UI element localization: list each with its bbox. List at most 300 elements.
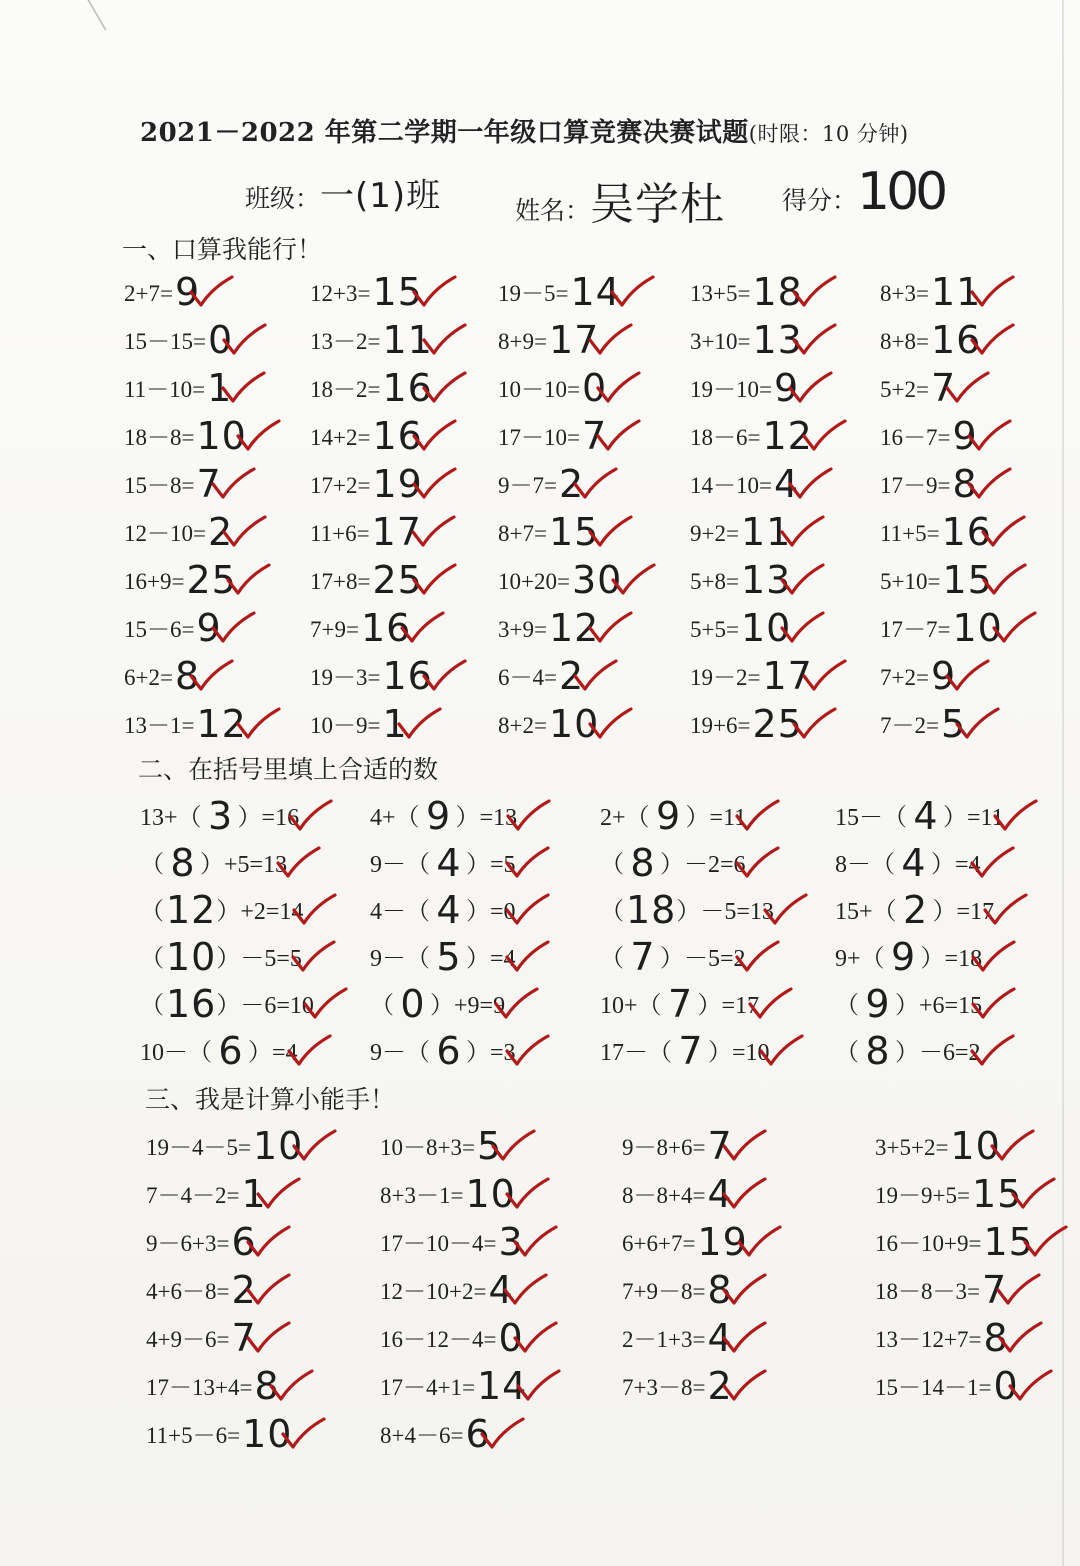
question-item — [880, 656, 956, 696]
question-text: 13+5= — [690, 281, 751, 306]
question-text: 14+2= — [310, 425, 371, 450]
question-item — [880, 608, 1003, 648]
question-text: 8+9= — [498, 329, 547, 354]
handwritten-answer: 7 — [930, 366, 957, 410]
handwritten-answer: 0 — [993, 1364, 1019, 1408]
handwritten-answer: 9 — [425, 794, 452, 838]
question-text: 3+10= — [690, 329, 751, 354]
question-item — [622, 1174, 733, 1214]
handwritten-answer: 9 — [196, 606, 222, 650]
question-item — [600, 796, 746, 836]
question-text: 8+2= — [498, 713, 547, 738]
question-suffix: ）－5=2 — [660, 946, 746, 972]
question-suffix: ）－5=13 — [676, 899, 774, 925]
question-item — [835, 796, 1004, 836]
question-text: 2+7= — [124, 281, 173, 306]
handwritten-answer: 13 — [740, 558, 792, 602]
question-suffix: ）+2=14 — [216, 899, 304, 925]
handwritten-answer: 3 — [498, 1220, 524, 1264]
question-text: 6－4= — [498, 665, 557, 690]
question-item — [498, 512, 599, 552]
score-label: 得分： — [782, 186, 858, 215]
handwritten-answer: 17 — [762, 654, 813, 698]
question-text: 15－6= — [124, 617, 195, 642]
question-text: 16－10+9= — [875, 1231, 982, 1256]
question-item — [875, 1366, 1019, 1406]
handwritten-answer: 5 — [436, 935, 462, 979]
question-item — [622, 1270, 733, 1310]
time-limit: (时限：10 分钟) — [748, 122, 909, 146]
question-text: 8+4－6= — [380, 1423, 464, 1448]
question-prefix: （ — [140, 993, 164, 1019]
class-value: 一(1)班 — [320, 176, 442, 216]
question-text: 19－5= — [498, 281, 569, 306]
question-text: 17+8= — [310, 569, 371, 594]
question-item — [600, 843, 746, 883]
question-item — [690, 560, 791, 600]
question-suffix: ）=16 — [237, 805, 300, 831]
question-item — [140, 890, 303, 930]
question-suffix: ）=11 — [943, 805, 1004, 831]
question-item — [124, 416, 247, 456]
question-item — [380, 1318, 524, 1358]
handwritten-answer: 8 — [170, 841, 196, 885]
question-item — [835, 937, 982, 977]
handwritten-answer: 9 — [773, 366, 800, 410]
question-item — [498, 464, 584, 504]
question-item — [690, 272, 803, 312]
handwritten-answer: 7 — [667, 982, 694, 1026]
handwritten-answer: 9 — [890, 935, 917, 979]
question-text: 19－4－5= — [146, 1135, 251, 1160]
question-item — [600, 984, 759, 1024]
question-text: 4+9－6= — [146, 1327, 230, 1352]
name-label: 姓名： — [515, 196, 591, 225]
handwritten-answer: 5 — [940, 702, 967, 746]
question-text: 11+5= — [880, 521, 940, 546]
question-text: 9－8+6= — [622, 1135, 706, 1160]
question-item — [498, 608, 599, 648]
question-item — [146, 1414, 292, 1454]
question-text: 8+3－1= — [380, 1183, 464, 1208]
handwritten-answer: 9 — [952, 414, 978, 458]
handwritten-answer: 12 — [762, 414, 813, 458]
scan-edge — [1062, 0, 1064, 1566]
question-item — [880, 464, 978, 504]
handwritten-answer: 7 — [707, 1124, 733, 1168]
handwritten-answer: 12 — [166, 888, 217, 932]
handwritten-answer: 4 — [707, 1316, 733, 1360]
question-suffix: ）=4 — [931, 852, 981, 878]
handwritten-answer: 1 — [382, 702, 408, 746]
handwritten-answer: 2 — [558, 462, 585, 506]
question-prefix: 15+（ — [835, 899, 897, 925]
question-text: 18－8= — [124, 425, 195, 450]
handwritten-answer: 9 — [865, 982, 891, 1026]
question-item — [498, 368, 607, 408]
handwritten-answer: 7 — [678, 1029, 704, 1073]
handwritten-answer: 10 — [950, 1124, 1001, 1168]
handwritten-answer: 16 — [941, 510, 992, 554]
question-item — [146, 1270, 257, 1310]
question-item — [690, 608, 791, 648]
question-text: 8+7= — [498, 521, 547, 546]
handwritten-answer: 10 — [465, 1172, 516, 1216]
question-text: 3+5+2= — [875, 1135, 949, 1160]
question-item — [880, 704, 966, 744]
question-item — [310, 512, 422, 552]
question-item — [310, 560, 423, 600]
question-item — [835, 843, 981, 883]
question-item — [835, 1031, 981, 1071]
handwritten-answer: 4 — [436, 841, 462, 885]
question-item — [880, 560, 993, 600]
question-item — [310, 608, 411, 648]
question-suffix: ）=4 — [466, 946, 516, 972]
title-text: 2021－2022 年第二学期一年级口算竞赛决赛试题 — [140, 118, 749, 148]
question-prefix: （ — [140, 852, 164, 878]
question-suffix: ）+6=15 — [895, 993, 983, 1019]
question-item — [140, 984, 314, 1024]
handwritten-answer: 3 — [207, 794, 234, 838]
question-text: 16+9= — [124, 569, 185, 594]
question-text: 9－7= — [498, 473, 557, 498]
question-item — [600, 1031, 770, 1071]
question-item — [140, 1031, 298, 1071]
handwritten-answer: 15 — [983, 1220, 1034, 1264]
question-prefix: （ — [835, 1040, 859, 1066]
question-item — [370, 890, 516, 930]
section2-title: 二、在括号里填上合适的数 — [138, 755, 439, 784]
question-text: 5+8= — [690, 569, 739, 594]
question-item — [146, 1174, 267, 1214]
question-item — [124, 704, 247, 744]
question-text: 5+10= — [880, 569, 941, 594]
handwritten-answer: 12 — [548, 606, 600, 650]
question-item — [880, 368, 956, 408]
handwritten-answer: 18 — [752, 270, 803, 314]
question-item — [690, 368, 799, 408]
handwritten-answer: 2 — [207, 510, 234, 554]
question-suffix: ）=0 — [466, 899, 516, 925]
handwritten-answer: 16 — [382, 366, 433, 410]
question-text: 11+6= — [310, 521, 370, 546]
handwritten-answer: 5 — [476, 1124, 503, 1168]
handwritten-answer: 8 — [707, 1268, 733, 1312]
question-suffix: ）=11 — [685, 805, 747, 831]
section1-title: 一、口算我能行！ — [122, 235, 323, 264]
question-item — [310, 704, 408, 744]
question-item — [498, 560, 622, 600]
question-prefix: 9－（ — [370, 852, 430, 878]
handwritten-answer: 11 — [740, 510, 792, 554]
handwritten-answer: 8 — [254, 1364, 280, 1408]
question-item — [310, 416, 423, 456]
handwritten-answer: 17 — [548, 318, 600, 362]
question-text: 5+5= — [690, 617, 739, 642]
handwritten-answer: 0 — [581, 366, 608, 410]
question-text: 8+8= — [880, 329, 929, 354]
handwritten-answer: 16 — [382, 654, 433, 698]
question-prefix: 17－（ — [600, 1040, 672, 1066]
question-text: 10－8+3= — [380, 1135, 475, 1160]
question-suffix: ）+5=13 — [200, 852, 288, 878]
handwritten-answer: 6 — [465, 1412, 491, 1456]
question-item — [124, 320, 233, 360]
question-suffix: ）－6=2 — [895, 1040, 981, 1066]
handwritten-answer: 15 — [971, 1172, 1023, 1216]
question-item — [875, 1318, 1009, 1358]
page-title — [140, 112, 909, 149]
question-text: 6+6+7= — [622, 1231, 696, 1256]
question-item — [600, 937, 746, 977]
handwritten-answer: 18 — [626, 888, 677, 932]
question-item — [124, 608, 222, 648]
question-item — [690, 416, 813, 456]
question-prefix: （ — [140, 946, 164, 972]
handwritten-answer: 7 — [196, 462, 222, 506]
question-item — [380, 1366, 527, 1406]
question-prefix: （ — [835, 993, 859, 1019]
handwritten-answer: 8 — [983, 1316, 1009, 1360]
question-prefix: 9+（ — [835, 946, 885, 972]
question-text: 7+2= — [880, 665, 929, 690]
handwritten-answer: 4 — [913, 794, 939, 838]
handwritten-answer: 13 — [752, 318, 803, 362]
question-item — [690, 464, 799, 504]
question-prefix: 13+（ — [140, 805, 202, 831]
handwritten-answer: 11 — [382, 318, 433, 362]
question-item — [370, 984, 505, 1024]
handwritten-answer: 17 — [371, 510, 422, 554]
handwritten-answer: 6 — [231, 1220, 257, 1264]
question-text: 17－13+4= — [146, 1375, 253, 1400]
handwritten-answer: 15 — [372, 270, 423, 314]
question-prefix: 15－（ — [835, 805, 907, 831]
handwritten-answer: 12 — [196, 702, 247, 746]
handwritten-answer: 7 — [981, 1268, 1008, 1312]
handwritten-answer: 2 — [558, 654, 585, 698]
question-suffix: ）=10 — [708, 1040, 770, 1066]
handwritten-answer: 9 — [655, 794, 682, 838]
question-item — [875, 1270, 1007, 1310]
question-item — [498, 656, 584, 696]
question-text: 16－12－4= — [380, 1327, 497, 1352]
score-value: 100 — [857, 162, 945, 222]
handwritten-answer: 30 — [571, 558, 623, 602]
question-text: 11－10= — [124, 377, 206, 402]
question-item — [498, 320, 599, 360]
question-text: 18－8－3= — [875, 1279, 980, 1304]
question-item — [498, 272, 621, 312]
question-item — [880, 272, 981, 312]
handwritten-answer: 8 — [952, 462, 978, 506]
question-item — [140, 937, 302, 977]
question-item — [835, 984, 982, 1024]
handwritten-answer: 19 — [372, 462, 423, 506]
question-text: 10+20= — [498, 569, 570, 594]
question-item — [875, 1222, 1034, 1262]
question-item — [622, 1126, 733, 1166]
handwritten-answer: 15 — [942, 558, 993, 602]
handwritten-answer: 14 — [570, 270, 621, 314]
question-item — [380, 1174, 516, 1214]
question-item — [124, 656, 200, 696]
question-text: 6+2= — [124, 665, 173, 690]
handwritten-answer: 7 — [581, 414, 608, 458]
handwritten-answer: 8 — [865, 1029, 891, 1073]
question-item — [380, 1126, 502, 1166]
handwritten-answer: 11 — [930, 270, 982, 314]
question-suffix: ）=13 — [455, 805, 518, 831]
question-text: 17－7= — [880, 617, 951, 642]
handwritten-answer: 16 — [166, 982, 217, 1026]
handwritten-answer: 1 — [241, 1172, 267, 1216]
handwritten-answer: 0 — [498, 1316, 524, 1360]
question-text: 11+5－6= — [146, 1423, 241, 1448]
question-item — [124, 512, 233, 552]
handwritten-answer: 16 — [360, 606, 412, 650]
question-item — [370, 796, 517, 836]
question-text: 7－2= — [880, 713, 939, 738]
handwritten-answer: 6 — [436, 1029, 462, 1073]
question-item — [880, 320, 981, 360]
question-text: 19－9+5= — [875, 1183, 970, 1208]
question-item — [124, 272, 200, 312]
handwritten-answer: 0 — [400, 982, 426, 1026]
question-text: 13－2= — [310, 329, 381, 354]
question-item — [124, 368, 232, 408]
question-text: 8+3= — [880, 281, 929, 306]
question-suffix: ）=17 — [932, 899, 995, 925]
question-item — [880, 416, 978, 456]
question-item — [380, 1414, 491, 1454]
handwritten-answer: 25 — [372, 558, 423, 602]
question-text: 12－10+2= — [380, 1279, 487, 1304]
question-text: 10－10= — [498, 377, 580, 402]
question-item — [146, 1126, 303, 1166]
question-item — [310, 272, 423, 312]
question-prefix: （ — [600, 899, 624, 925]
handwritten-answer: 10 — [548, 702, 600, 746]
handwritten-answer: 4 — [436, 888, 462, 932]
question-item — [875, 1126, 1001, 1166]
question-text: 15－14－1= — [875, 1375, 992, 1400]
question-prefix: （ — [140, 899, 164, 925]
question-item — [370, 937, 516, 977]
question-item — [498, 416, 607, 456]
name-field — [515, 168, 725, 232]
question-text: 3+9= — [498, 617, 547, 642]
handwritten-answer: 1 — [207, 366, 233, 410]
paper-fold-mark — [87, 0, 136, 30]
question-text: 19+6= — [690, 713, 751, 738]
question-text: 17－10－4= — [380, 1231, 497, 1256]
handwritten-answer: 9 — [174, 270, 201, 314]
question-text: 17－4+1= — [380, 1375, 475, 1400]
question-text: 8－8+4= — [622, 1183, 706, 1208]
handwritten-answer: 10 — [166, 935, 217, 979]
question-prefix: 4+（ — [370, 805, 420, 831]
question-prefix: （ — [600, 946, 624, 972]
question-item — [380, 1222, 524, 1262]
question-text: 7－4－2= — [146, 1183, 240, 1208]
question-text: 19－3= — [310, 665, 381, 690]
question-item — [498, 704, 599, 744]
question-item — [690, 512, 791, 552]
question-item — [310, 464, 423, 504]
section3-title: 三、我是计算小能手！ — [145, 1085, 396, 1114]
handwritten-answer: 2 — [231, 1268, 257, 1312]
handwritten-answer: 9 — [930, 654, 957, 698]
question-text: 14－10= — [690, 473, 772, 498]
question-item — [310, 368, 433, 408]
class-field — [245, 168, 441, 217]
question-prefix: （ — [600, 852, 624, 878]
question-prefix: 2+（ — [600, 805, 650, 831]
handwritten-answer: 10 — [252, 1124, 304, 1168]
question-text: 13－12+7= — [875, 1327, 982, 1352]
handwritten-answer: 4 — [901, 841, 927, 885]
question-item — [690, 656, 813, 696]
question-item — [146, 1222, 257, 1262]
handwritten-answer: 4 — [707, 1172, 733, 1216]
question-text: 18－6= — [690, 425, 761, 450]
handwritten-answer: 25 — [752, 702, 803, 746]
question-prefix: 10+（ — [600, 993, 662, 1019]
question-prefix: 8－（ — [835, 852, 895, 878]
question-item — [140, 843, 287, 883]
question-text: 9+2= — [690, 521, 739, 546]
handwritten-answer: 4 — [773, 462, 800, 506]
question-item — [380, 1270, 514, 1310]
question-prefix: 4－（ — [370, 899, 430, 925]
question-item — [146, 1366, 280, 1406]
question-prefix: （ — [370, 993, 394, 1019]
question-text: 17－9= — [880, 473, 951, 498]
question-text: 17－10= — [498, 425, 580, 450]
question-text: 10－9= — [310, 713, 381, 738]
handwritten-answer: 16 — [930, 318, 982, 362]
question-item — [875, 1174, 1022, 1214]
question-suffix: ）=3 — [466, 1040, 516, 1066]
question-text: 9－6+3= — [146, 1231, 230, 1256]
question-item — [600, 890, 774, 930]
handwritten-answer: 4 — [488, 1268, 514, 1312]
question-item — [835, 890, 994, 930]
handwritten-answer: 2 — [707, 1364, 733, 1408]
question-suffix: ）=5 — [466, 852, 516, 878]
question-text: 4+6－8= — [146, 1279, 230, 1304]
handwritten-answer: 16 — [372, 414, 423, 458]
handwritten-answer: 8 — [630, 841, 656, 885]
handwritten-answer: 2 — [902, 888, 929, 932]
handwritten-answer: 15 — [548, 510, 600, 554]
question-text: 7+3－8= — [622, 1375, 706, 1400]
question-text: 15－8= — [124, 473, 195, 498]
question-item — [690, 704, 803, 744]
class-label: 班级： — [245, 184, 321, 213]
question-suffix: ）=18 — [920, 946, 983, 972]
handwritten-answer: 10 — [242, 1412, 293, 1456]
handwritten-answer: 7 — [630, 935, 656, 979]
question-text: 13－1= — [124, 713, 195, 738]
question-suffix: ）－2=6 — [660, 852, 746, 878]
question-text: 2－1+3= — [622, 1327, 706, 1352]
score-field — [782, 162, 944, 222]
handwritten-answer: 14 — [476, 1364, 528, 1408]
question-prefix: 9－（ — [370, 946, 430, 972]
